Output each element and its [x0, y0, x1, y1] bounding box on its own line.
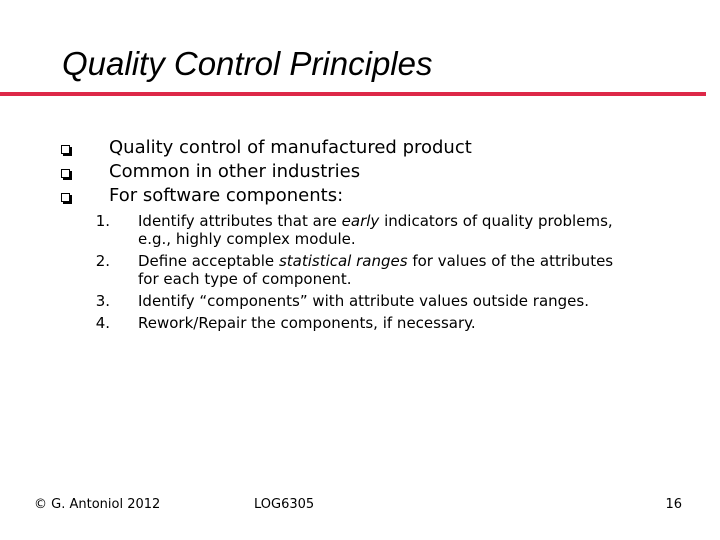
hollow-square-bullet-icon [61, 193, 70, 202]
bullet-text: For software components: [109, 185, 344, 206]
bullet-item [0, 136, 720, 160]
step-text-part: Identify attributes that are [138, 212, 342, 230]
numbered-step [0, 210, 720, 250]
bullet-item [0, 184, 720, 208]
step-number: 2. [95, 252, 110, 270]
step-number: 1. [95, 212, 110, 230]
step-emphasis: statistical ranges [278, 252, 408, 270]
step-text [138, 210, 658, 250]
numbered-step [0, 250, 720, 290]
step-text [138, 312, 658, 334]
footer-course-code: LOG6305 [254, 497, 315, 512]
footer-page-number: 16 [665, 497, 682, 512]
hollow-square-bullet-icon [61, 169, 70, 178]
step-text [138, 250, 658, 290]
step-line: Identify “components” with attribute values outside ranges. [138, 292, 589, 310]
step-number: 4. [95, 314, 110, 332]
step-text [138, 290, 658, 312]
numbered-step-list [0, 210, 720, 334]
bullet-text: Common in other industries [109, 161, 361, 182]
title-underline-rule [0, 92, 706, 96]
step-line: Rework/Repair the components, if necessary. [138, 314, 476, 332]
step-text-part: indicators of quality problems, [379, 212, 613, 230]
step-continuation: e.g., highly complex module. [138, 230, 356, 248]
step-text-part: for values of the attributes [407, 252, 614, 270]
footer-copyright: © G. Antoniol 2012 [34, 497, 161, 512]
step-continuation: for each type of component. [138, 270, 352, 288]
step-number: 3. [95, 292, 110, 310]
numbered-step [0, 290, 720, 312]
step-emphasis: early [341, 212, 380, 230]
bullet-item [0, 160, 720, 184]
bullet-text: Quality control of manufactured product [109, 137, 472, 158]
bullet-list [0, 136, 720, 208]
numbered-step [0, 312, 720, 334]
step-text-part: Define acceptable [138, 252, 279, 270]
hollow-square-bullet-icon [61, 145, 70, 154]
slide-title: Quality Control Principles [62, 45, 433, 82]
